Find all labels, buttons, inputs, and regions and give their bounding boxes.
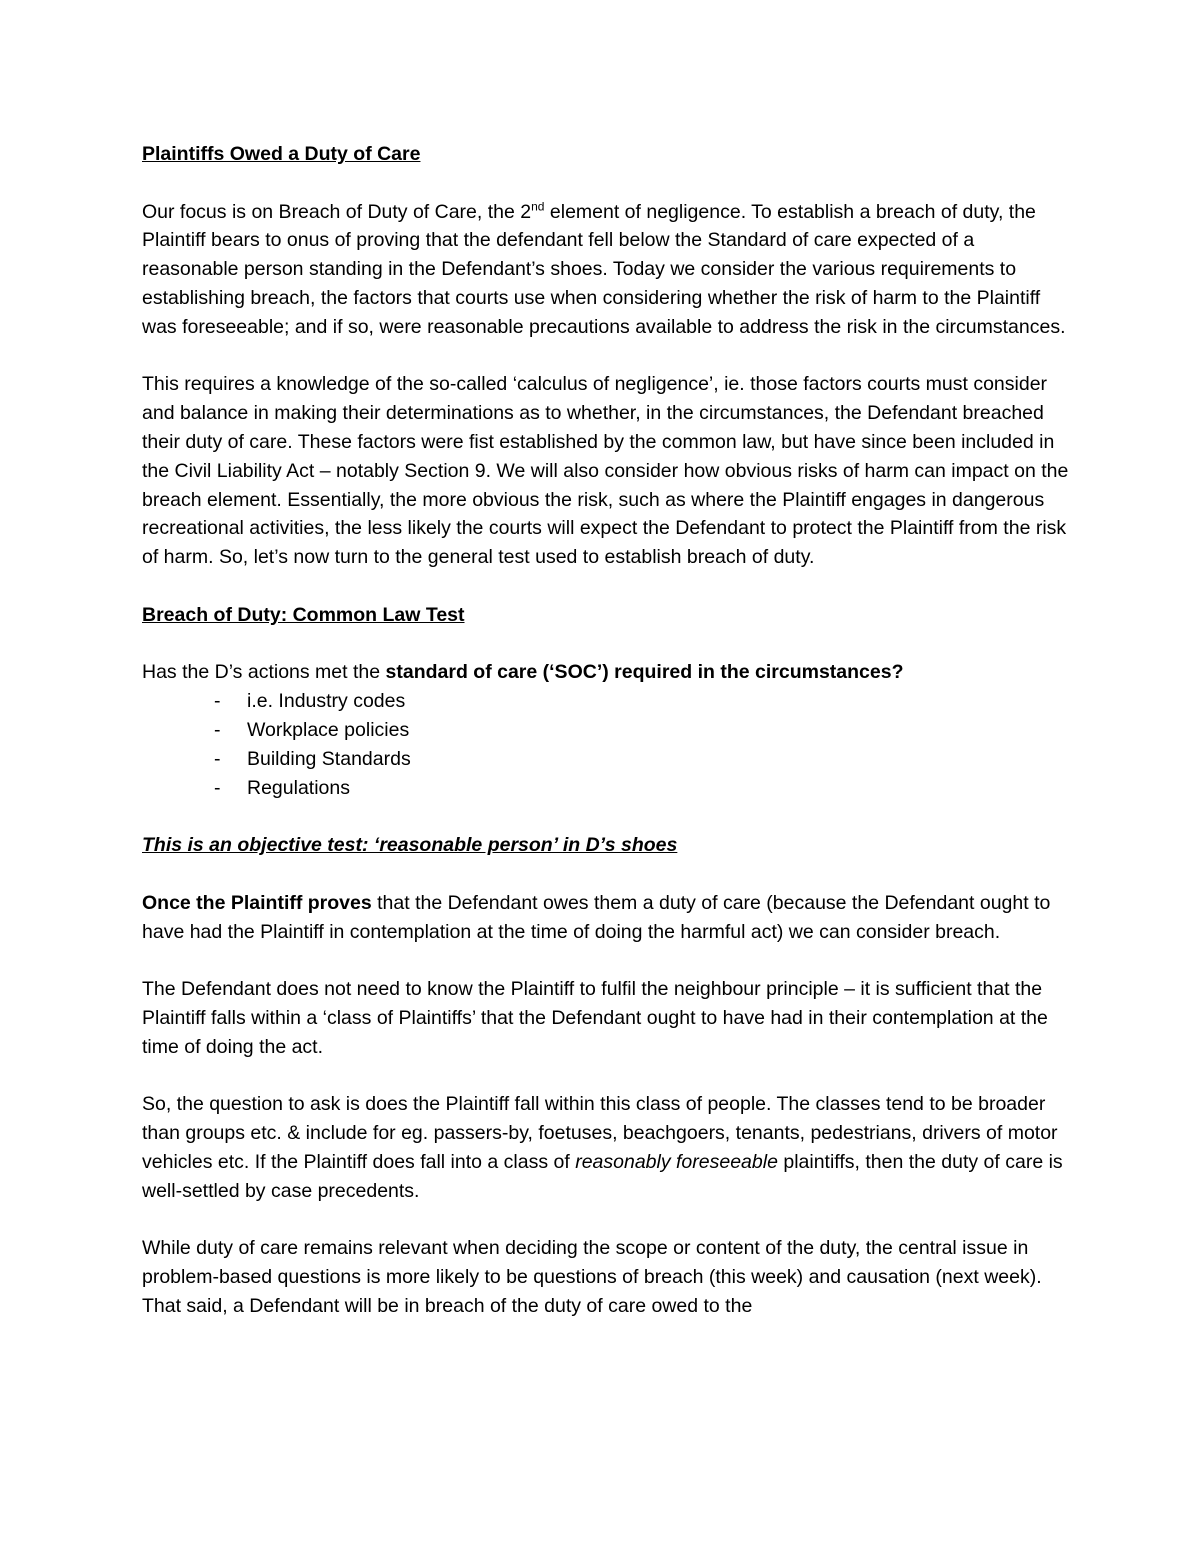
spacer	[142, 169, 1072, 198]
list-item	[214, 774, 1072, 803]
class-text-a: So, the question to ask is does the Plaintiff fall within this class of people. The classes tend to be broader than groups etc. & include for eg. passers-by, foetuses, beachgoers, tenants, pedestrians, drivers of motor vehicles etc. If the Plaintiff does fall into a class of	[142, 1093, 1058, 1173]
list-item-text: i.e. Industry codes	[247, 690, 406, 713]
intro-paragraph-2: This requires a knowledge of the so-called ‘calculus of negligence’, ie. those factors courts must consider and balance in making their determinations as to whether, in the circumstances, the Defendant breached their duty of care. These factors were fist established by the common law, but have since been included in the Civil Liability Act – notably Section 9. We will also consider how obvious risks of harm can impact on the breach element. Essentially, the more obvious the risk, such as where the Plaintiff engages in dangerous recreational activities, the less likely the courts will expect the Defendant to protect the Plaintiff from the risk of harm. So, let’s now turn to the general test used to establish breach of duty.	[142, 373, 1069, 569]
class-text-b: plaintiffs, then the duty of care is well-settled by case precedents.	[142, 1150, 1063, 1202]
dash-bullet: -	[214, 690, 221, 713]
spacer	[142, 630, 1072, 659]
spacer	[142, 946, 1072, 975]
list-item	[214, 687, 1072, 716]
class-text-italic: reasonably foreseeable	[575, 1150, 778, 1173]
spacer	[142, 342, 1072, 371]
list-item-text: Workplace policies	[247, 718, 410, 741]
intro-p1-text-b: element of negligence. To establish a breach of duty, the Plaintiff bears to onus of proving that the defendant fell below the Standard of care expected of a reasonable person standing in the Defendant’s shoes. Today we consider the various requirements to establishing breach, the factors that courts use when considering whether the risk of harm to the Plaintiff was foreseeable; and if so, were reasonable precautions available to address the risk in the circumstances.	[142, 200, 1066, 338]
objective-test-heading: This is an objective test: ‘reasonable person’ in D’s shoes	[142, 834, 678, 857]
ordinal-superscript: nd	[531, 199, 545, 214]
spacer	[142, 572, 1072, 601]
list-item	[214, 745, 1072, 774]
intro-paragraph-1	[142, 198, 1072, 342]
dash-bullet: -	[214, 776, 221, 799]
intro-p1-text-a: Our focus is on Breach of Duty of Care, the 2	[142, 200, 532, 223]
while-duty-paragraph: While duty of care remains relevant when deciding the scope or content of the duty, the central issue in problem-based questions is more likely to be questions of breach (this week) and causation (next week). That said, a Defendant will be in breach of the duty of care owed to the	[142, 1237, 1042, 1317]
spacer	[142, 802, 1072, 831]
neighbour-principle-paragraph: The Defendant does not need to know the Plaintiff to fulfil the neighbour principle – it is sufficient that the Plaintiff falls within a ‘class of Plaintiffs’ that the Defendant ought to have had in their contemplation at the time of doing the act.	[142, 978, 1048, 1058]
section-heading-common-law-test: Breach of Duty: Common Law Test	[142, 603, 465, 626]
document-title: Plaintiffs Owed a Duty of Care	[142, 143, 421, 165]
soc-question-text: Has the D’s actions met the	[142, 661, 386, 684]
spacer	[142, 1205, 1072, 1234]
list-item-text: Building Standards	[247, 747, 411, 770]
once-plaintiff-proves-paragraph	[142, 889, 1072, 947]
spacer	[142, 1062, 1072, 1091]
dash-bullet: -	[214, 718, 221, 741]
class-of-people-paragraph	[142, 1090, 1072, 1205]
spacer	[142, 860, 1072, 889]
dash-bullet: -	[214, 747, 221, 770]
document-page	[142, 140, 1072, 1321]
soc-examples-list	[142, 687, 1072, 802]
list-item-text: Regulations	[247, 776, 350, 799]
soc-question-bold: standard of care (‘SOC’) required in the circumstances?	[385, 661, 904, 684]
once-plaintiff-proves-text: that the Defendant owes them a duty of care (because the Defendant ought to have had the Plaintiff in contemplation at the time of doing the harmful act) we can consider breach.	[142, 891, 1051, 943]
list-item	[214, 716, 1072, 745]
soc-question	[142, 658, 1072, 687]
once-plaintiff-proves-bold: Once the Plaintiff proves	[142, 891, 372, 914]
